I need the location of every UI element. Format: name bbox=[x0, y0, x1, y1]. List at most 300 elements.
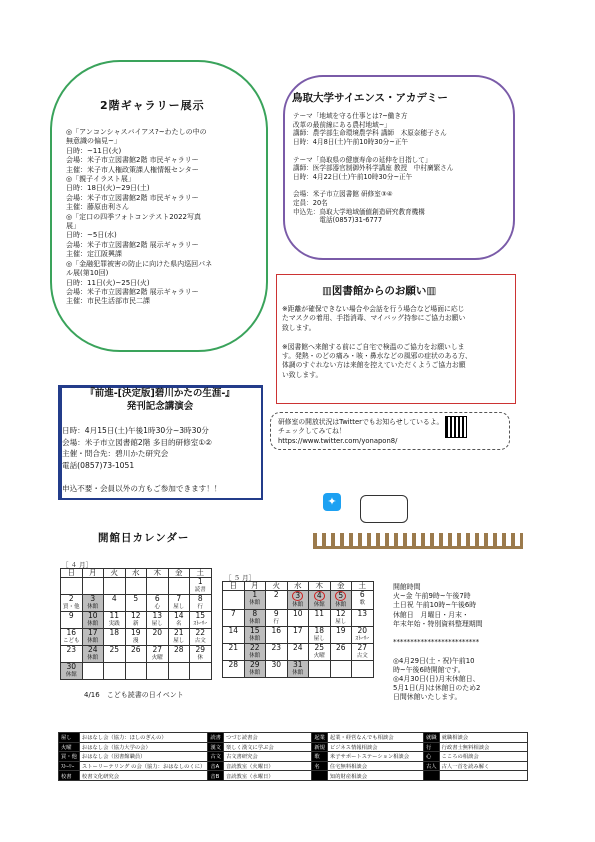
day-event: 行 bbox=[197, 604, 203, 610]
day-number: 23 bbox=[271, 643, 282, 652]
legend-code: 古文 bbox=[208, 752, 224, 762]
text-line: 定員：20名 bbox=[293, 199, 328, 208]
calendar-day bbox=[244, 644, 266, 661]
day-event: 屋し bbox=[151, 621, 163, 627]
text-line: 日時：~11日(火) bbox=[66, 146, 122, 155]
day-event: 読書 bbox=[194, 587, 206, 593]
calendar-day bbox=[147, 612, 169, 629]
day-event: 実践 bbox=[108, 621, 120, 627]
legend-code: 火曜 bbox=[59, 742, 80, 752]
april-event: 4/16 こども読書の日イベント bbox=[84, 691, 184, 699]
text-line: 開館時間 bbox=[393, 583, 421, 591]
academy-body bbox=[293, 112, 508, 225]
text-line: 主催：藤原由利さん bbox=[66, 203, 129, 212]
text-line: ◎「金融犯罪被害の防止に向けた県内巡回パネ bbox=[66, 259, 213, 268]
day-event: 屋し bbox=[173, 638, 185, 644]
text-line bbox=[62, 471, 260, 483]
day-event: 休館 bbox=[249, 636, 261, 642]
day-number: 2 bbox=[68, 594, 74, 603]
weekday-header: 日 bbox=[223, 582, 245, 591]
day-number: 24 bbox=[292, 643, 303, 652]
calendar-day bbox=[125, 646, 147, 663]
calendar-day bbox=[168, 629, 190, 646]
calendar-day bbox=[330, 627, 352, 644]
text-line: 日時：4月15日(土)午後1時30分~3時30分 bbox=[62, 426, 209, 435]
day-event: 休館 bbox=[249, 653, 261, 659]
book-icon: ▥ bbox=[322, 285, 332, 297]
legend-label: 行政書士無料相談会 bbox=[439, 742, 527, 752]
qr-code bbox=[445, 416, 467, 438]
calendar-day bbox=[287, 591, 309, 610]
calendar-day bbox=[61, 629, 83, 646]
legend-label: こころの相談会 bbox=[439, 752, 527, 762]
day-event: 休館 bbox=[292, 602, 304, 608]
notice-body bbox=[282, 305, 510, 380]
day-number: 24 bbox=[87, 645, 98, 654]
day-number: 8 bbox=[252, 609, 258, 618]
calendar-day bbox=[223, 591, 245, 610]
calendar-day bbox=[190, 612, 212, 629]
day-event: 古文 bbox=[194, 638, 206, 644]
twitter-bird-icon[interactable]: ✦ bbox=[323, 493, 341, 511]
legend-label: 就職相談会 bbox=[439, 733, 527, 743]
calendar-day bbox=[61, 646, 83, 663]
day-number: 4 bbox=[111, 594, 117, 603]
weekday-header: 火 bbox=[266, 582, 288, 591]
text-line: 主催・問合先：碧川かた研究会 bbox=[62, 449, 169, 459]
calendar-day bbox=[125, 578, 147, 595]
calendar-day bbox=[147, 663, 169, 680]
text-line: 体調のすぐれない方は来館を控えていただくようご協力お願 bbox=[282, 361, 466, 370]
calendar-day bbox=[61, 595, 83, 612]
text-line bbox=[293, 147, 508, 156]
day-event: 古文 bbox=[356, 653, 368, 659]
calendar-day bbox=[125, 629, 147, 646]
day-number: 29 bbox=[249, 660, 260, 669]
text-line: 会場：米子市立図書館2階 市民ギャラリー bbox=[66, 156, 199, 165]
day-number: 19 bbox=[335, 626, 346, 635]
day-number: 9 bbox=[68, 611, 74, 620]
calendar-day bbox=[168, 595, 190, 612]
text-line: 会場：米子市立図書館2階 市民ギャラリー bbox=[66, 193, 199, 202]
text-line: す。発熱・のどの痛み・咳・鼻水などの風邪の症状のある方、 bbox=[282, 352, 472, 361]
may-calendar bbox=[222, 581, 374, 678]
legend-code bbox=[424, 771, 440, 781]
legend-label: 住宅無料相談会 bbox=[327, 761, 423, 771]
calendar-day bbox=[266, 661, 288, 678]
day-number: 17 bbox=[87, 628, 98, 637]
day-number: 20 bbox=[357, 626, 368, 635]
day-event: 新 bbox=[132, 621, 139, 627]
text-line: 日時：11日(火)~25日(火) bbox=[66, 278, 150, 287]
weekday-header: 金 bbox=[330, 582, 352, 591]
day-event: 休館 bbox=[249, 619, 261, 625]
text-line: 日間休館いたします。 bbox=[393, 693, 462, 702]
april-calendar bbox=[60, 568, 212, 680]
day-number: 2 bbox=[273, 590, 279, 599]
legend bbox=[58, 732, 528, 781]
day-event: 休館 bbox=[249, 670, 261, 676]
day-event: 買・他 bbox=[62, 604, 80, 610]
legend-label: 校書文化研究会 bbox=[79, 771, 207, 781]
calendar-day bbox=[330, 591, 352, 610]
day-event: 漫 bbox=[132, 638, 139, 644]
legend-label: 米子サポートステーション相談会 bbox=[327, 752, 423, 762]
weekday-header: 土 bbox=[352, 582, 374, 591]
day-event: 休館 bbox=[249, 600, 261, 606]
day-number: 14 bbox=[228, 626, 239, 635]
text-line: ◎4月29日(土・祝)午前10 bbox=[393, 656, 475, 665]
day-number: 4 bbox=[309, 591, 330, 601]
day-number: 14 bbox=[173, 611, 184, 620]
legend-label: 音読教室（火曜日） bbox=[223, 761, 311, 771]
day-number: 31 bbox=[292, 660, 303, 669]
weekday-header: 水 bbox=[287, 582, 309, 591]
calendar-day bbox=[147, 646, 169, 663]
text-line: テーマ「地域を守る仕事とは?~働き方 bbox=[293, 112, 408, 120]
day-event: 休館 bbox=[65, 672, 77, 678]
calendar-day bbox=[309, 627, 331, 644]
calendar-day bbox=[168, 578, 190, 595]
text-line: い致します。 bbox=[282, 370, 323, 379]
legend-code: 古人 bbox=[424, 761, 440, 771]
text-line: 申込不要・会員以外の方もご参加できます！！ bbox=[62, 483, 222, 493]
day-number: 26 bbox=[130, 645, 141, 654]
calendar-day bbox=[168, 612, 190, 629]
text-line: 日時：4月8日(土)午前10時30分~正午 bbox=[293, 138, 408, 147]
gallery-body bbox=[66, 128, 261, 307]
day-event: 休館 bbox=[87, 638, 99, 644]
text-line: ************************* bbox=[393, 638, 480, 647]
legend-code: 校書 bbox=[59, 771, 80, 781]
may-label: ［ ５ 月］ bbox=[225, 574, 256, 582]
day-event: 心 bbox=[154, 604, 160, 610]
fence-illustration bbox=[313, 533, 523, 549]
day-number: 7 bbox=[230, 609, 236, 618]
legend-code: 心 bbox=[424, 752, 440, 762]
weekday-header: 土 bbox=[190, 569, 212, 578]
legend-label: おはなし会（図書館職員） bbox=[79, 752, 207, 762]
text-line: 主催：定江阪興課 bbox=[66, 250, 122, 259]
text-line: ◎「アンコンシャスバイアス?~わたしの中の bbox=[66, 128, 207, 136]
calendar-day bbox=[61, 663, 83, 680]
calendar-day bbox=[244, 591, 266, 610]
text-line: 電話(0857)31-6777 bbox=[293, 216, 383, 225]
day-number: 15 bbox=[195, 611, 206, 620]
text-line bbox=[282, 333, 510, 342]
calendar-title: 開館日カレンダー bbox=[98, 532, 190, 544]
calendar-day bbox=[147, 578, 169, 595]
legend-label: つづじ読書会 bbox=[223, 733, 311, 743]
day-event: ｽﾄｰﾘｰ bbox=[355, 636, 370, 642]
text-line: 主催：市民生活部市民二課 bbox=[66, 297, 150, 306]
text-line: 会場：米子市立図書館2階 多目的研修室①② bbox=[62, 437, 212, 447]
text-line: テーマ「鳥取県の健康寿命の延伸を目指して」 bbox=[293, 155, 432, 164]
text-line: 展」 bbox=[66, 222, 80, 231]
weekday-header: 木 bbox=[147, 569, 169, 578]
day-event: 歌 bbox=[359, 600, 365, 606]
legend-label: おはなし会（協力：ほしのぎんの） bbox=[79, 733, 207, 743]
calendar-day bbox=[104, 663, 126, 680]
library-bus-illustration bbox=[360, 495, 408, 523]
calendar-day bbox=[190, 646, 212, 663]
legend-label: ビジネス情報相談会 bbox=[327, 742, 423, 752]
day-number: 12 bbox=[130, 611, 141, 620]
text-line: ※図書館へ来館する前にご自宅で検温のご協力をお願いしま bbox=[282, 342, 465, 351]
day-number: 18 bbox=[109, 628, 120, 637]
legend-label: 音読教室（水曜日） bbox=[223, 771, 311, 781]
text-line: 改革の最前線にある農村地域~」 bbox=[293, 120, 391, 129]
day-number: 22 bbox=[195, 628, 206, 637]
gallery-title: 2階ギャラリー展示 bbox=[100, 99, 205, 112]
calendar-day bbox=[190, 595, 212, 612]
legend-code: 歌 bbox=[312, 752, 328, 762]
day-number: 7 bbox=[176, 594, 182, 603]
text-line: 日時：18日(火)~29日(土) bbox=[66, 184, 150, 193]
legend-label: おはなし会（協力大学の会） bbox=[79, 742, 207, 752]
calendar-day bbox=[352, 610, 374, 627]
calendar-day bbox=[147, 595, 169, 612]
text-line: 会場：米子市立図書館2階 展示ギャラリー bbox=[66, 287, 199, 296]
day-event: 火曜 bbox=[313, 653, 325, 659]
day-event: 屋し bbox=[335, 619, 347, 625]
weekday-header: 月 bbox=[82, 569, 104, 578]
calendar-day bbox=[309, 610, 331, 627]
text-line: 致します。 bbox=[282, 323, 316, 332]
calendar-day bbox=[104, 612, 126, 629]
text-line bbox=[393, 647, 503, 656]
text-line: 主催：米子市人権政策課人権情報センター bbox=[66, 165, 199, 174]
calendar-day bbox=[330, 610, 352, 627]
text-line: 時~午後6時開館です。 bbox=[393, 665, 465, 674]
legend-label: 古人一首を読み解く bbox=[439, 761, 527, 771]
calendar-day bbox=[352, 627, 374, 644]
legend-label: 起業・経営なんでも相談会 bbox=[327, 733, 423, 743]
weekday-header: 金 bbox=[168, 569, 190, 578]
calendar-day bbox=[104, 595, 126, 612]
day-number: 20 bbox=[152, 628, 163, 637]
calendar-day bbox=[125, 612, 147, 629]
calendar-day bbox=[82, 629, 104, 646]
calendar-day bbox=[244, 661, 266, 678]
calendar-day bbox=[287, 661, 309, 678]
calendar-day bbox=[61, 578, 83, 595]
twitter-text: 研修室の開放状況はTwitterでもお知らせしているよ。 チェックしてみてね！ bbox=[278, 418, 444, 435]
day-number: 22 bbox=[249, 643, 260, 652]
day-number: 30 bbox=[271, 660, 282, 669]
lecture-body bbox=[62, 425, 260, 495]
legend-code: 就職 bbox=[424, 733, 440, 743]
day-event: こども bbox=[62, 638, 80, 644]
text-line: ◎「定口の四季フォトコンテスト2022写真 bbox=[66, 212, 202, 221]
text-line: ル展(第10回) bbox=[66, 269, 109, 278]
day-event: 休館 bbox=[87, 621, 99, 627]
text-line: 年末年始・特別資料整理期間 bbox=[393, 619, 483, 628]
calendar-day bbox=[82, 578, 104, 595]
calendar-day bbox=[190, 578, 212, 595]
day-number: 8 bbox=[197, 594, 203, 603]
calendar-day bbox=[82, 612, 104, 629]
day-number: 16 bbox=[271, 626, 282, 635]
day-number: 1 bbox=[197, 577, 203, 586]
calendar-day bbox=[287, 610, 309, 627]
calendar-day bbox=[309, 644, 331, 661]
day-event: 休館 bbox=[335, 602, 347, 608]
weekday-header: 火 bbox=[104, 569, 126, 578]
day-event: 名 bbox=[175, 621, 182, 627]
text-line bbox=[393, 629, 503, 638]
text-line: 会場：米子市立図書館2階 展示ギャラリー bbox=[66, 240, 199, 249]
day-number: 25 bbox=[314, 643, 325, 652]
weekday-header: 木 bbox=[309, 582, 331, 591]
calendar-day bbox=[125, 663, 147, 680]
text-line: 5月1日(月)は休館日のため2 bbox=[393, 684, 481, 693]
text-line: 講師：医学部器官制御外科学講座 教授 中村廣繁さん bbox=[293, 164, 454, 173]
calendar-day bbox=[168, 646, 190, 663]
text-line: 火~金 午前9時~午後7時 bbox=[393, 592, 471, 601]
day-number: 3 bbox=[90, 594, 96, 603]
legend-code: 読書 bbox=[208, 733, 224, 743]
legend-code: 新規 bbox=[312, 742, 328, 752]
calendar-day bbox=[352, 591, 374, 610]
legend-code bbox=[312, 771, 328, 781]
twitter-url[interactable]: https://www.twitter.com/yonapon8/ bbox=[278, 437, 398, 445]
legend-label: ストーリーテリング の会（協力：おはなしのくに） bbox=[79, 761, 207, 771]
text-line: ◎4月30日(日)月末休館日、 bbox=[393, 675, 480, 684]
day-event: 屋し bbox=[313, 636, 325, 642]
day-number: 6 bbox=[154, 594, 160, 603]
legend-code: 音A bbox=[208, 761, 224, 771]
day-event: 休館 bbox=[87, 604, 99, 610]
text-line: ◎「親子イラスト展」 bbox=[66, 175, 135, 184]
day-number: 17 bbox=[292, 626, 303, 635]
calendar-day bbox=[82, 646, 104, 663]
calendar-day bbox=[352, 644, 374, 661]
notice-title: ▥図書館からのお願い▥ bbox=[322, 285, 437, 297]
calendar-day bbox=[104, 578, 126, 595]
day-event: 休館 bbox=[87, 655, 99, 661]
calendar-day bbox=[223, 644, 245, 661]
academy-title: 鳥取大学サイエンス・アカデミー bbox=[292, 92, 448, 104]
text-line: 申込先：鳥取大学地域価値創造研究教育機構 bbox=[293, 207, 425, 216]
calendar-day bbox=[330, 661, 352, 678]
text-line: 電話(0857)73-1051 bbox=[62, 460, 135, 470]
text-line: 日時：~5日(水) bbox=[66, 231, 117, 240]
calendar-day bbox=[266, 627, 288, 644]
calendar-day bbox=[223, 610, 245, 627]
legend-label: 楽しく漢文に学ぶ会 bbox=[223, 742, 311, 752]
day-number: 21 bbox=[173, 628, 184, 637]
day-number: 30 bbox=[66, 662, 77, 671]
calendar-day bbox=[82, 663, 104, 680]
calendar-day bbox=[82, 595, 104, 612]
day-event: 行 bbox=[273, 619, 279, 625]
weekday-header: 日 bbox=[61, 569, 83, 578]
text-line: 無意識の偏見~」 bbox=[66, 137, 121, 146]
day-number: 5 bbox=[133, 594, 139, 603]
calendar-day bbox=[266, 610, 288, 627]
calendar-day bbox=[309, 591, 331, 610]
day-number: 11 bbox=[314, 609, 325, 618]
day-number: 16 bbox=[66, 628, 77, 637]
day-number: 1 bbox=[252, 590, 258, 599]
calendar-day bbox=[266, 644, 288, 661]
day-event: ｽﾄｰﾘｰ bbox=[193, 621, 208, 627]
day-event: 屋し bbox=[173, 604, 185, 610]
legend-code: 漢文 bbox=[208, 742, 224, 752]
day-event: 休館 bbox=[292, 670, 304, 676]
day-number: 6 bbox=[359, 590, 365, 599]
day-number: 18 bbox=[314, 626, 325, 635]
weekday-header: 月 bbox=[244, 582, 266, 591]
weekday-header: 水 bbox=[125, 569, 147, 578]
day-number: 11 bbox=[109, 611, 120, 620]
day-number: 23 bbox=[66, 645, 77, 654]
legend-label: 知的財産相談会 bbox=[327, 771, 423, 781]
text-line: 講師：農学部生命環境農学科 講師 木原奈穂子さん bbox=[293, 129, 447, 138]
day-number: 3 bbox=[288, 591, 309, 601]
calendar-day bbox=[352, 661, 374, 678]
text-line: 土日祝 午前10時~午後6時 bbox=[393, 601, 477, 610]
calendar-day bbox=[104, 646, 126, 663]
day-number: 13 bbox=[152, 611, 163, 620]
calendar-day bbox=[309, 661, 331, 678]
day-number: 10 bbox=[87, 611, 98, 620]
day-number: 5 bbox=[331, 591, 352, 601]
calendar-day bbox=[168, 663, 190, 680]
legend-code: ｽﾄｰﾘｰ bbox=[59, 761, 80, 771]
calendar-day bbox=[147, 629, 169, 646]
calendar-day bbox=[125, 595, 147, 612]
day-number: 25 bbox=[109, 645, 120, 654]
legend-code: 音B bbox=[208, 771, 224, 781]
day-number: 15 bbox=[249, 626, 260, 635]
calendar-day bbox=[223, 627, 245, 644]
legend-label bbox=[439, 771, 527, 781]
opening-hours bbox=[393, 583, 503, 703]
calendar-day bbox=[223, 661, 245, 678]
calendar-day bbox=[190, 663, 212, 680]
day-number: 19 bbox=[130, 628, 141, 637]
calendar-day bbox=[244, 627, 266, 644]
legend-code: 屋し bbox=[59, 733, 80, 743]
text-line: ※距離が確保できない場合や会話を行う場合など場面に応じ bbox=[282, 305, 465, 313]
calendar-day bbox=[287, 644, 309, 661]
day-number: 27 bbox=[152, 645, 163, 654]
lecture-title: 『前進-[決定版]碧川かたの生涯-』 発刊記念講演会 bbox=[85, 388, 235, 412]
calendar-day bbox=[61, 612, 83, 629]
day-number: 29 bbox=[195, 645, 206, 654]
day-number: 28 bbox=[173, 645, 184, 654]
legend-code: 起業 bbox=[312, 733, 328, 743]
day-event: 休館 bbox=[313, 602, 325, 608]
book-icon: ▥ bbox=[426, 285, 437, 297]
legend-code: 買・他 bbox=[59, 752, 80, 762]
calendar-day bbox=[104, 629, 126, 646]
day-number: 28 bbox=[228, 660, 239, 669]
day-number: 26 bbox=[335, 643, 346, 652]
calendar-day bbox=[287, 627, 309, 644]
calendar-day bbox=[244, 610, 266, 627]
day-number: 9 bbox=[273, 609, 279, 618]
day-number: 12 bbox=[335, 609, 346, 618]
calendar-day bbox=[330, 644, 352, 661]
day-event: 火曜 bbox=[151, 655, 163, 661]
calendar-day bbox=[266, 591, 288, 610]
legend-code: 名 bbox=[312, 761, 328, 771]
text-line: たマスクの着用、手指消毒、マイバッグ持参にご協力お願い bbox=[282, 314, 466, 323]
day-number: 10 bbox=[292, 609, 303, 618]
